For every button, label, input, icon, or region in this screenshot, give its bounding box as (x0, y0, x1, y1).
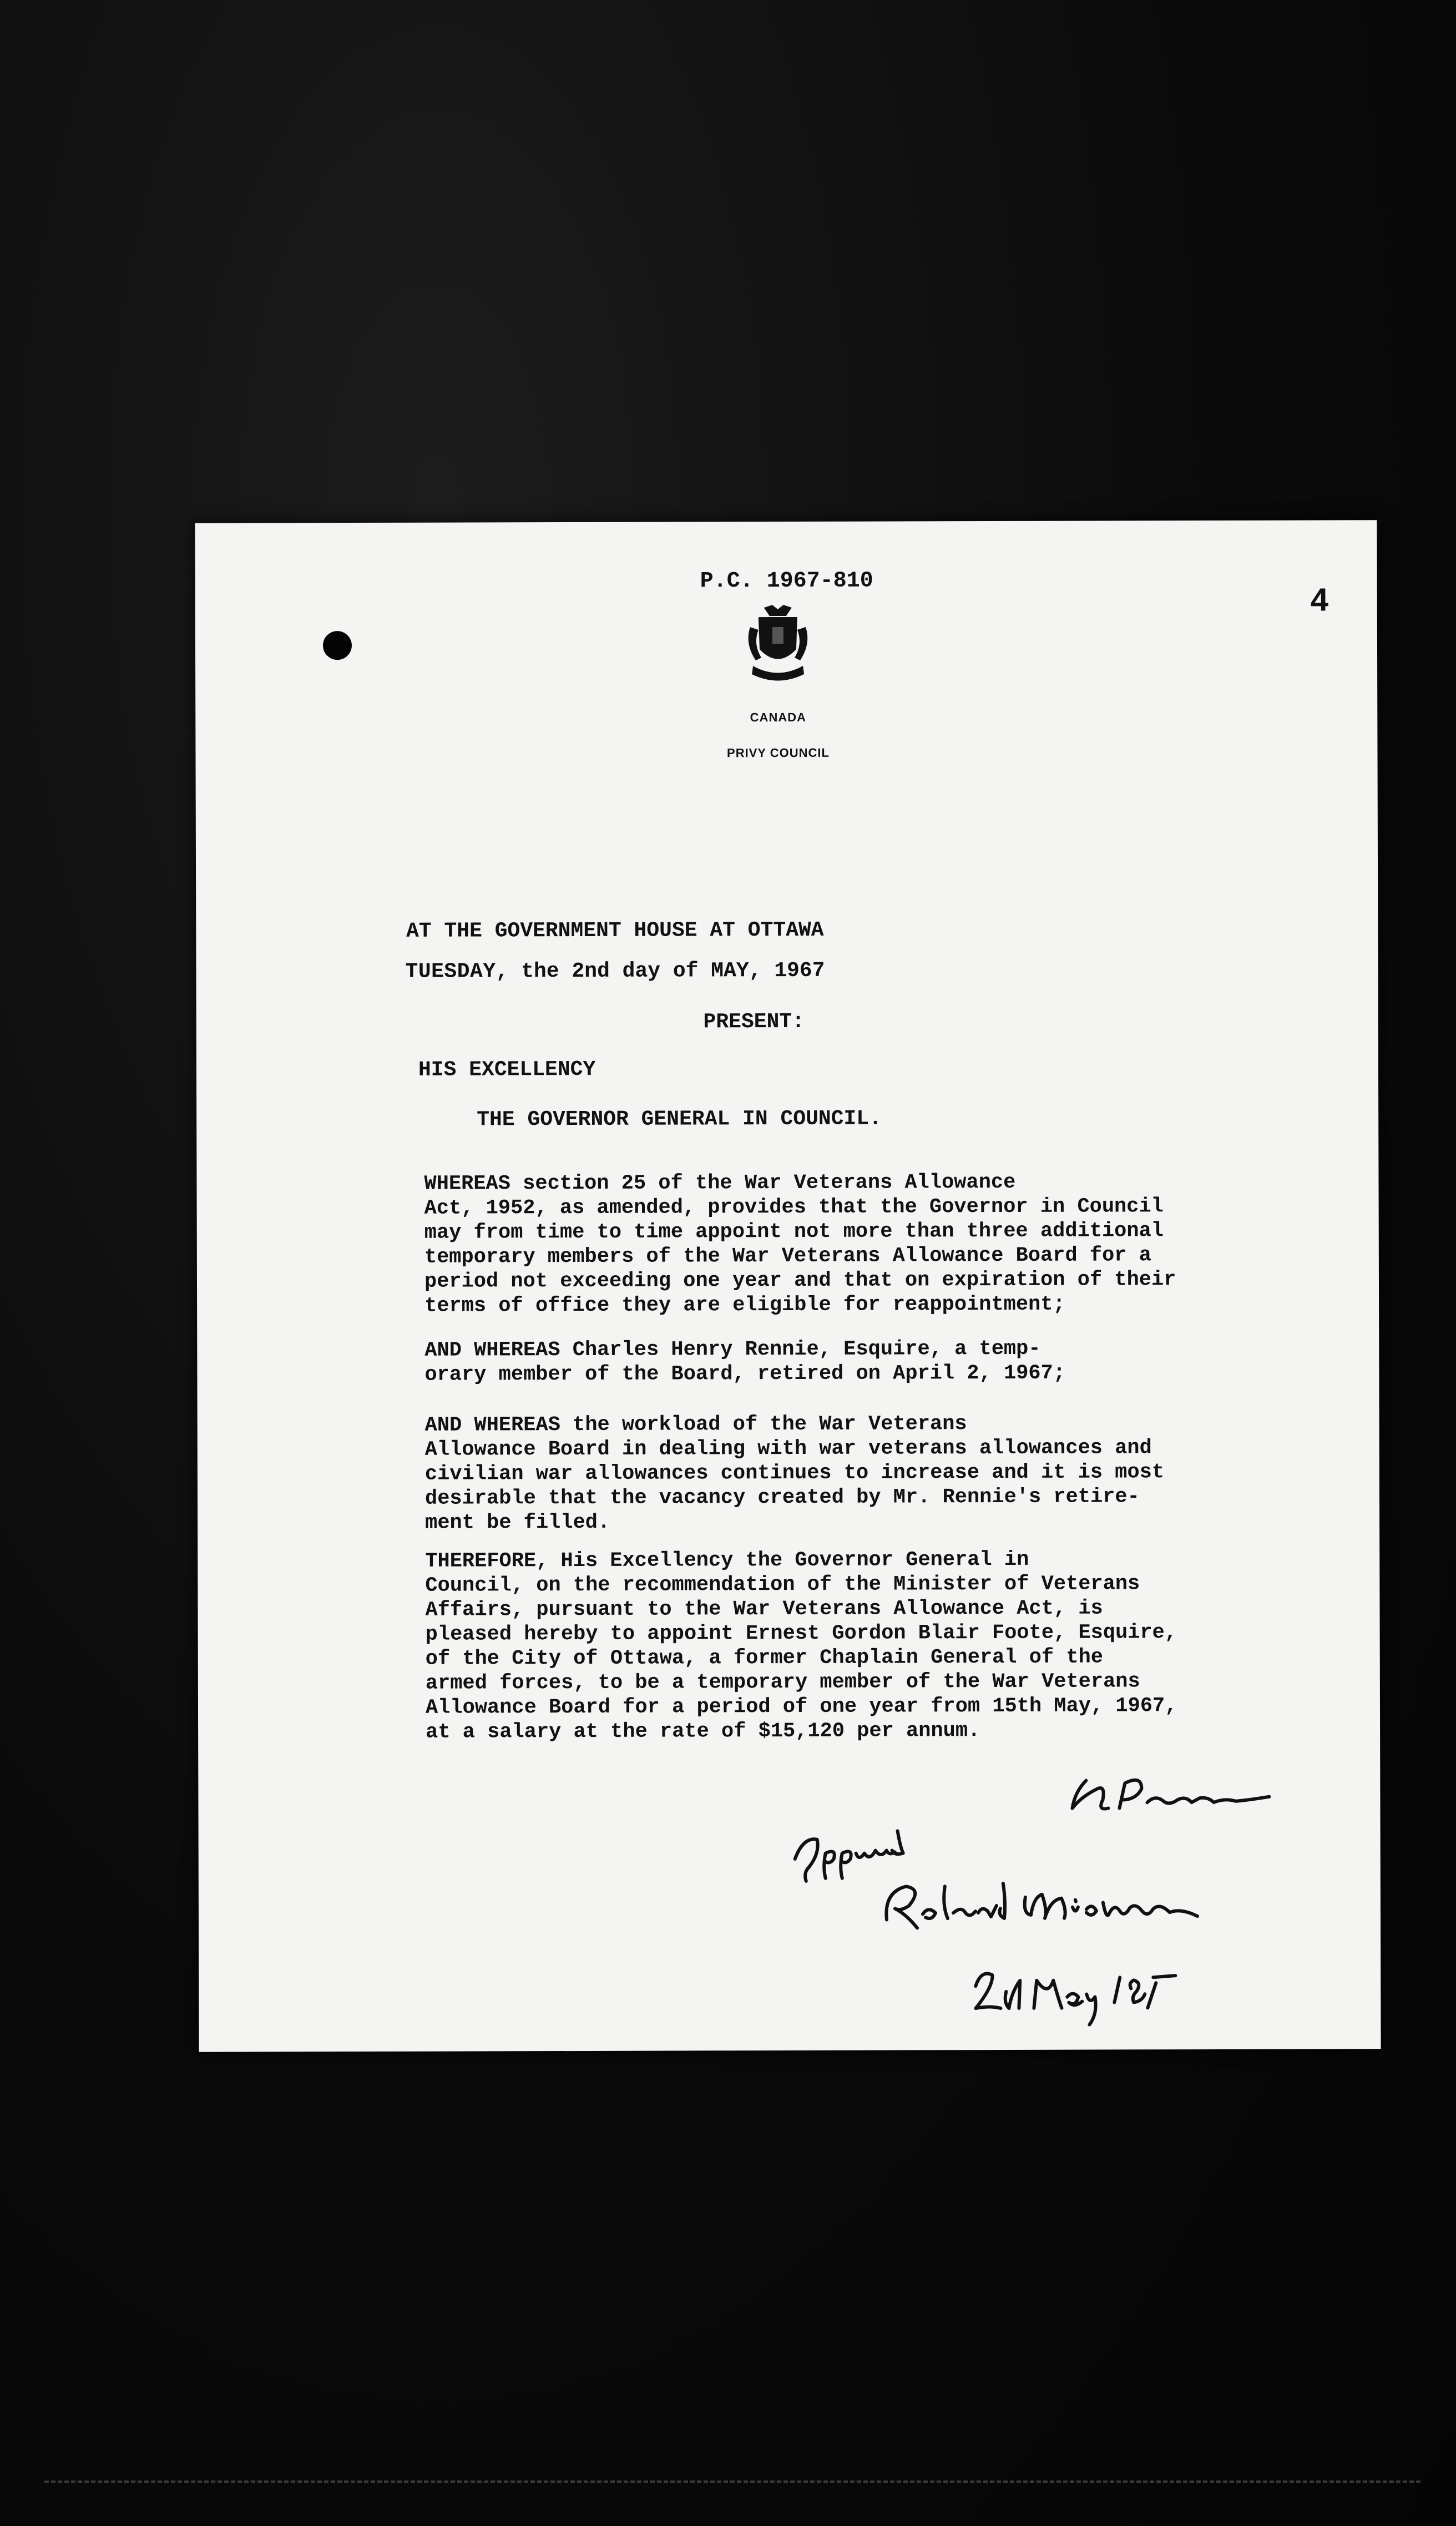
governor-general-in-council: THE GOVERNOR GENERAL IN COUNCIL. (477, 1107, 882, 1132)
document-sheet (195, 520, 1381, 2052)
punch-hole (323, 631, 352, 660)
date-heading (24, 958, 1206, 985)
date-day: TUESDAY (405, 959, 496, 984)
paragraph-whereas-rennie: AND WHEREAS Charles Henry Rennie, Esquire, a temp- orary member of the Board, retired on April 2, 1967; (424, 1337, 1066, 1387)
gg-signature-michener (886, 1883, 1197, 1928)
scan-edge-line (44, 2480, 1420, 2485)
handwritten-date (975, 1973, 1175, 2025)
order-number: P.C. 1967-810 (700, 568, 873, 594)
page-number: 4 (1310, 582, 1329, 618)
location-heading: AT THE GOVERNMENT HOUSE AT OTTAWA (406, 918, 824, 943)
date-rest: , the 2nd day of MAY, 1967 (496, 958, 825, 984)
pm-signature-pearson (1072, 1780, 1269, 1809)
paragraph-therefore: THEREFORE, His Excellency the Governor General in Council, on the recommendation of the Minister of Veterans Affairs, pursuant to the War Veterans Allowance Act, is pleased hereby to appoint Ernest Gordon Blair Foote, Esquire, of the City of Ottawa, a former Chaplain General of the armed forces, to be a temporary member of the War Veterans Allowance Board for a period of one year from 15th May, 1967, at a salary at the rate of $15,120 per annum. (425, 1548, 1177, 1744)
handwritten-signatures (786, 1769, 1297, 2031)
paragraph-whereas-section: WHEREAS section 25 of the War Veterans Allowance Act, 1952, as amended, provides that the Governor in Council may from time to time appoint not more than three additional temporary members of the War Veterans Allowance Board for a period not exceeding one year and that on expiration of their terms of office they are eligible for reappointment; (424, 1170, 1176, 1318)
coat-of-arms-icon (742, 605, 814, 688)
paragraph-whereas-workload: AND WHEREAS the workload of the War Veterans Allowance Board in dealing with war veterans allowances and civilian war allowances continues to increase and it is most desirable that the vacancy created by Mr. Rennie's retire- ment be filled. (424, 1412, 1165, 1535)
present-label: PRESENT: (703, 1009, 805, 1034)
approved-handwriting (795, 1831, 903, 1881)
emblem-caption-privy-council: PRIVY COUNCIL (726, 745, 830, 760)
emblem-caption-canada: CANADA (750, 710, 807, 725)
his-excellency: HIS EXCELLENCY (418, 1057, 596, 1082)
